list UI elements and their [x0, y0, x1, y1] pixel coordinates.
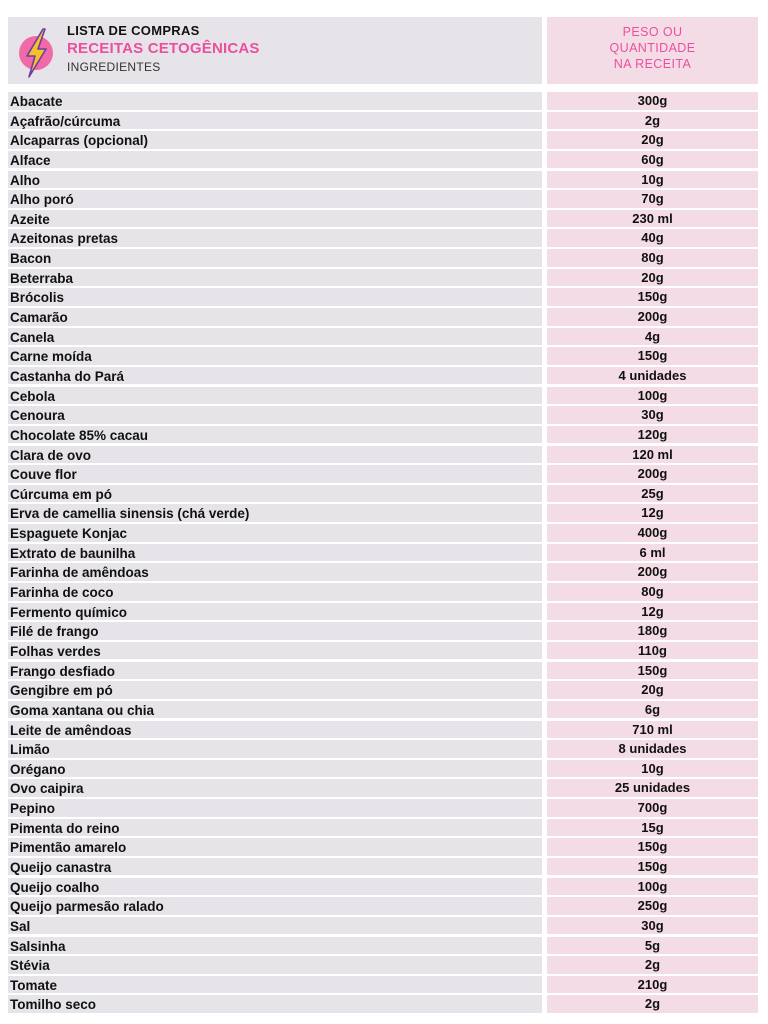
ingredient-name: Queijo coalho: [8, 878, 542, 896]
ingredient-quantity: 700g: [547, 799, 758, 817]
ingredient-name: Pimenta do reino: [8, 819, 542, 837]
ingredient-name: Goma xantana ou chia: [8, 701, 542, 719]
ingredient-name: Queijo parmesão ralado: [8, 897, 542, 915]
ingredient-row: [8, 779, 758, 797]
ingredient-quantity: 200g: [547, 465, 758, 483]
ingredient-quantity: 20g: [547, 681, 758, 699]
ingredient-quantity: 70g: [547, 190, 758, 208]
ingredient-name: Gengibre em pó: [8, 681, 542, 699]
ingredient-name: Brócolis: [8, 288, 542, 306]
ingredient-quantity: 2g: [547, 995, 758, 1013]
ingredient-row: [8, 347, 758, 365]
ingredient-row: [8, 446, 758, 464]
ingredient-row: [8, 956, 758, 974]
ingredient-row: [8, 838, 758, 856]
ingredient-row: [8, 878, 758, 896]
ingredient-name: Castanha do Pará: [8, 367, 542, 385]
ingredient-name: Queijo canastra: [8, 858, 542, 876]
ingredient-name: Tomilho seco: [8, 995, 542, 1013]
ingredient-row: [8, 819, 758, 837]
ingredient-row: [8, 976, 758, 994]
ingredient-name: Cúrcuma em pó: [8, 485, 542, 503]
ingredient-quantity: 150g: [547, 662, 758, 680]
ingredient-row: [8, 171, 758, 189]
header-title-cell: [8, 17, 542, 84]
ingredient-row: [8, 544, 758, 562]
ingredient-row: [8, 524, 758, 542]
ingredient-name: Ovo caipira: [8, 779, 542, 797]
ingredient-name: Chocolate 85% cacau: [8, 426, 542, 444]
header: [8, 17, 758, 84]
ingredient-quantity: 60g: [547, 151, 758, 169]
ingredient-row: [8, 112, 758, 130]
ingredient-quantity: 25g: [547, 485, 758, 503]
ingredient-quantity: 20g: [547, 269, 758, 287]
ingredient-quantity: 230 ml: [547, 210, 758, 228]
quantity-header-line-2: QUANTIDADE: [609, 41, 696, 55]
ingredient-name: Couve flor: [8, 465, 542, 483]
ingredient-row: [8, 701, 758, 719]
ingredient-row: [8, 603, 758, 621]
ingredient-row: [8, 504, 758, 522]
ingredient-quantity: 180g: [547, 622, 758, 640]
ingredient-quantity: 80g: [547, 583, 758, 601]
ingredient-row: [8, 995, 758, 1013]
ingredient-row: [8, 662, 758, 680]
ingredient-name: Filé de frango: [8, 622, 542, 640]
ingredient-name: Cebola: [8, 387, 542, 405]
ingredient-list: [8, 92, 758, 1015]
ingredient-quantity: 12g: [547, 603, 758, 621]
quantity-header-line-3: NA RECEITA: [613, 57, 692, 71]
ingredient-quantity: 210g: [547, 976, 758, 994]
ingredient-row: [8, 406, 758, 424]
ingredient-row: [8, 151, 758, 169]
ingredient-name: Canela: [8, 328, 542, 346]
title-line-1: LISTA DE COMPRAS: [67, 23, 200, 38]
ingredient-quantity: 150g: [547, 288, 758, 306]
ingredient-name: Açafrão/cúrcuma: [8, 112, 542, 130]
ingredient-name: Alcaparras (opcional): [8, 131, 542, 149]
ingredient-quantity: 40g: [547, 229, 758, 247]
ingredient-quantity: 120g: [547, 426, 758, 444]
ingredient-quantity: 710 ml: [547, 721, 758, 739]
ingredient-name: Alface: [8, 151, 542, 169]
ingredient-row: [8, 210, 758, 228]
ingredient-name: Limão: [8, 740, 542, 758]
quantity-header-line-1: PESO OU: [622, 25, 683, 39]
ingredient-row: [8, 622, 758, 640]
ingredient-row: [8, 92, 758, 110]
ingredient-row: [8, 740, 758, 758]
ingredient-row: [8, 367, 758, 385]
ingredient-quantity: 2g: [547, 956, 758, 974]
ingredient-row: [8, 308, 758, 326]
ingredient-quantity: 2g: [547, 112, 758, 130]
ingredient-row: [8, 681, 758, 699]
ingredient-quantity: 80g: [547, 249, 758, 267]
ingredient-quantity: 250g: [547, 897, 758, 915]
ingredient-row: [8, 897, 758, 915]
ingredient-name: Espaguete Konjac: [8, 524, 542, 542]
ingredient-name: Camarão: [8, 308, 542, 326]
ingredient-row: [8, 485, 758, 503]
ingredient-quantity: 8 unidades: [547, 740, 758, 758]
ingredient-quantity: 10g: [547, 171, 758, 189]
ingredient-row: [8, 387, 758, 405]
ingredient-name: Clara de ovo: [8, 446, 542, 464]
ingredient-quantity: 30g: [547, 917, 758, 935]
ingredient-row: [8, 917, 758, 935]
ingredient-name: Pepino: [8, 799, 542, 817]
ingredient-quantity: 30g: [547, 406, 758, 424]
ingredient-row: [8, 288, 758, 306]
ingredient-quantity: 25 unidades: [547, 779, 758, 797]
ingredient-row: [8, 465, 758, 483]
ingredient-name: Azeitonas pretas: [8, 229, 542, 247]
ingredient-name: Sal: [8, 917, 542, 935]
ingredient-quantity: 150g: [547, 347, 758, 365]
ingredient-name: Erva de camellia sinensis (chá verde): [8, 504, 542, 522]
ingredient-quantity: 4g: [547, 328, 758, 346]
ingredient-name: Leite de amêndoas: [8, 721, 542, 739]
ingredient-row: [8, 937, 758, 955]
quantity-header: [547, 24, 758, 72]
ingredient-name: Extrato de baunilha: [8, 544, 542, 562]
ingredient-row: [8, 328, 758, 346]
ingredient-row: [8, 190, 758, 208]
ingredient-quantity: 150g: [547, 858, 758, 876]
ingredient-name: Farinha de coco: [8, 583, 542, 601]
ingredient-name: Fermento químico: [8, 603, 542, 621]
ingredient-row: [8, 760, 758, 778]
ingredient-quantity: 5g: [547, 937, 758, 955]
ingredient-quantity: 150g: [547, 838, 758, 856]
ingredient-quantity: 100g: [547, 387, 758, 405]
ingredient-name: Orégano: [8, 760, 542, 778]
ingredient-name: Carne moída: [8, 347, 542, 365]
ingredient-name: Salsinha: [8, 937, 542, 955]
ingredient-quantity: 6g: [547, 701, 758, 719]
ingredient-quantity: 4 unidades: [547, 367, 758, 385]
ingredient-quantity: 200g: [547, 308, 758, 326]
ingredient-name: Cenoura: [8, 406, 542, 424]
ingredient-row: [8, 426, 758, 444]
ingredient-name: Azeite: [8, 210, 542, 228]
ingredient-quantity: 300g: [547, 92, 758, 110]
ingredient-name: Alho: [8, 171, 542, 189]
ingredient-row: [8, 799, 758, 817]
ingredient-name: Alho poró: [8, 190, 542, 208]
ingredient-row: [8, 642, 758, 660]
ingredient-quantity: 10g: [547, 760, 758, 778]
ingredient-row: [8, 721, 758, 739]
title-line-2: RECEITAS CETOGÊNICAS: [67, 40, 260, 57]
ingredient-quantity: 20g: [547, 131, 758, 149]
ingredient-name: Abacate: [8, 92, 542, 110]
ingredient-row: [8, 131, 758, 149]
ingredient-quantity: 6 ml: [547, 544, 758, 562]
ingredient-name: Farinha de amêndoas: [8, 563, 542, 581]
ingredient-row: [8, 583, 758, 601]
ingredient-quantity: 12g: [547, 504, 758, 522]
lightning-logo-icon: [16, 25, 56, 81]
title-line-3: INGREDIENTES: [67, 60, 161, 74]
ingredient-row: [8, 229, 758, 247]
ingredient-name: Folhas verdes: [8, 642, 542, 660]
ingredient-row: [8, 563, 758, 581]
ingredient-name: Tomate: [8, 976, 542, 994]
ingredient-quantity: 120 ml: [547, 446, 758, 464]
ingredient-name: Beterraba: [8, 269, 542, 287]
ingredient-row: [8, 858, 758, 876]
ingredient-name: Pimentão amarelo: [8, 838, 542, 856]
ingredient-quantity: 100g: [547, 878, 758, 896]
ingredient-row: [8, 249, 758, 267]
ingredient-quantity: 110g: [547, 642, 758, 660]
ingredient-name: Frango desfiado: [8, 662, 542, 680]
quantity-header-cell: [547, 17, 758, 84]
ingredient-row: [8, 269, 758, 287]
ingredient-name: Bacon: [8, 249, 542, 267]
ingredient-quantity: 15g: [547, 819, 758, 837]
ingredient-quantity: 400g: [547, 524, 758, 542]
ingredient-name: Stévia: [8, 956, 542, 974]
ingredient-quantity: 200g: [547, 563, 758, 581]
